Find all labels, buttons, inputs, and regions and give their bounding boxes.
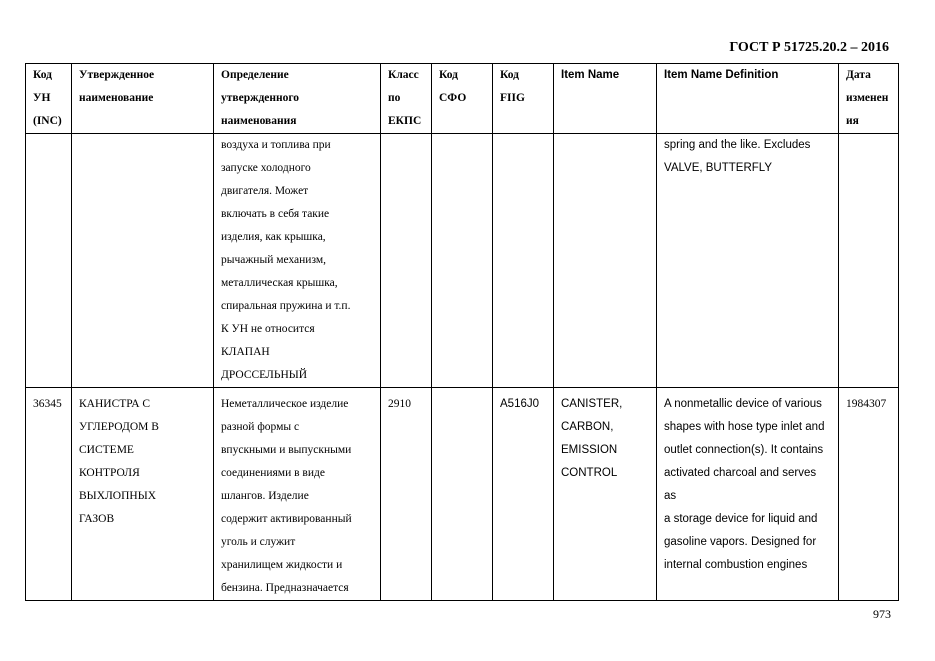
header-ekps-class: Класс по ЕКПС [381, 64, 432, 134]
table-row [26, 388, 899, 601]
header-fiig-code: Код FIIG [493, 64, 554, 134]
header-change-date: Дата изменен ия [839, 64, 899, 134]
cell-change-date: 1984307 [839, 388, 899, 601]
cell-definition: воздуха и топлива при запуске холодного двигателя. Может включать в себя такие изделия, как крышка, рычажный механизм, металлическая крышка, спиральная пружина и т.п. К УН не относится КЛАПАН ДРОССЕЛЬНЫЙ [214, 134, 381, 388]
header-item-name: Item Name [554, 64, 657, 134]
catalog-table [25, 63, 899, 601]
cell-item-name-definition: A nonmetallic device of various shapes with hose type inlet and outlet connection(s). It contains activated charcoal and serves as a storage device for liquid and gasoline vapors. Designed for internal combustion engines [657, 388, 839, 601]
header-row [26, 64, 899, 134]
cell-inc [26, 134, 72, 388]
cell-definition: Неметаллическое изделие разной формы с впускными и выпускными соединениями в виде шлангов. Изделие содержит активированный уголь и служит хранилищем жидкости и бензина. Предназначается [214, 388, 381, 601]
table-row [26, 134, 899, 388]
cell-sfo-code [432, 134, 493, 388]
header-inc: Код УН (INC) [26, 64, 72, 134]
standard-designation: ГОСТ Р 51725.20.2 – 2016 [729, 40, 889, 55]
header-item-name-definition: Item Name Definition [657, 64, 839, 134]
page-number: 973 [873, 607, 891, 621]
cell-change-date [839, 134, 899, 388]
cell-fiig-code [493, 134, 554, 388]
header-approved-name: Утвержденное наименование [72, 64, 214, 134]
header-definition: Определение утвержденного наименования [214, 64, 381, 134]
cell-item-name: CANISTER, CARBON, EMISSION CONTROL [554, 388, 657, 601]
cell-approved-name [72, 134, 214, 388]
cell-item-name [554, 134, 657, 388]
cell-approved-name: КАНИСТРА С УГЛЕРОДОМ В СИСТЕМЕ КОНТРОЛЯ ВЫХЛОПНЫХ ГАЗОВ [72, 388, 214, 601]
cell-fiig-code: A516J0 [493, 388, 554, 601]
header-sfo-code: Код СФО [432, 64, 493, 134]
cell-item-name-definition: spring and the like. Excludes VALVE, BUTTERFLY [657, 134, 839, 388]
cell-inc: 36345 [26, 388, 72, 601]
cell-ekps-class [381, 134, 432, 388]
cell-sfo-code [432, 388, 493, 601]
cell-ekps-class: 2910 [381, 388, 432, 601]
